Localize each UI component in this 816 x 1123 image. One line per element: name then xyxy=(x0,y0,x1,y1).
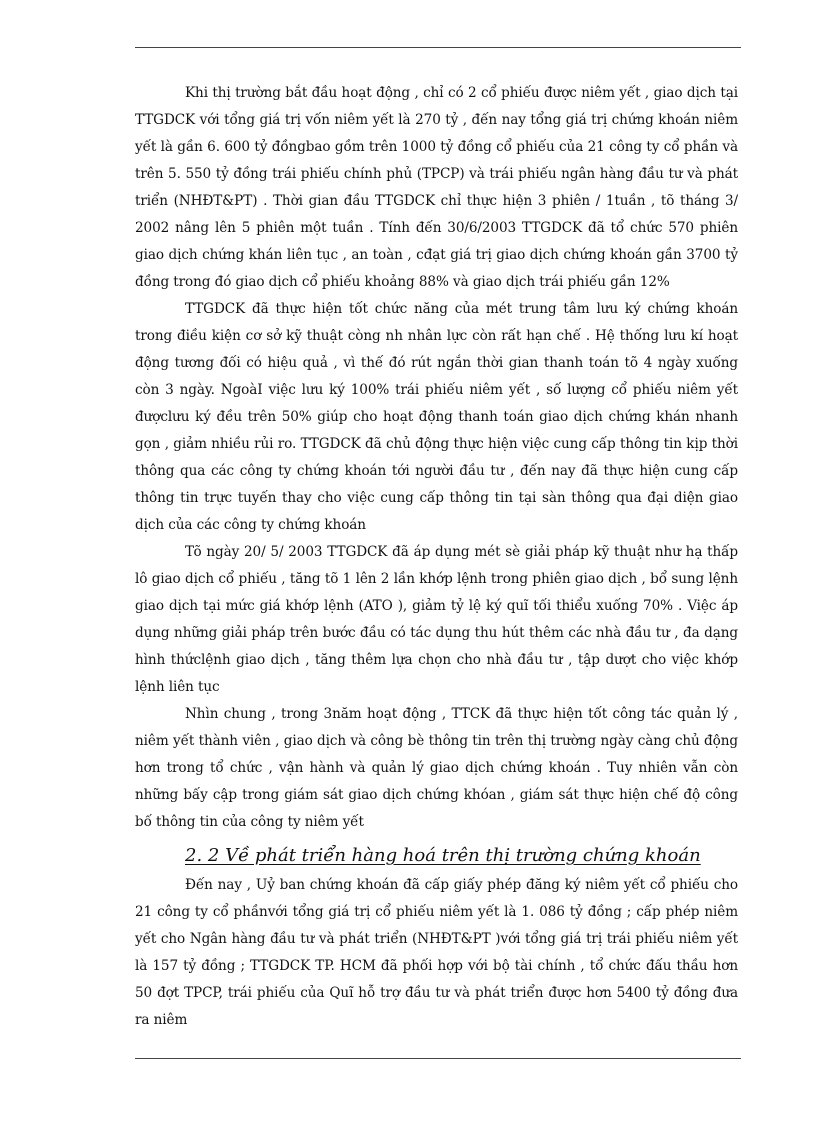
header-rule xyxy=(135,47,741,48)
paragraph-depository: TTGDCK đã thực hiện tốt chức năng của mét trung tâm lưu ký chứng khoán trong điều kiện cơ sở kỹ thuật còng nh nhân lực còn rất hạn chế . Hệ thống lưu kí hoạt động tương đối có hiệu quả , vì thế đó rút ngắn thời gian thanh toán tõ 4 ngày xuống còn 3 ngày. NgoàI việc lưu ký 100% trái phiếu niêm yết , số lượng cổ phiếu niêm yết đượclưu ký đều trên 50% giúp cho hoạt động thanh toán giao dịch chứng khán nhanh gọn , giảm nhiều rủi ro. TTGDCK đã chủ động thực hiện việc cung cấp thông tin kịp thời thông qua các công ty chứng khoán tới người đầu tư , đến nay đã thực hiện cung cấp thông tin trực tuyến thay cho việc cung cấp thông tin tại sàn thông qua đại diện giao dịch của các công ty chứng khoán xyxy=(135,301,738,533)
paragraph-listing: Đến nay , Uỷ ban chứng khoán đã cấp giấy phép đăng ký niêm yết cổ phiếu cho 21 công ty cổ phầnvới tổng giá trị cổ phiếu niêm yết là 1. 086 tỷ đồng ; cấp phép niêm yết cho Ngân hàng đầu tư và phát triển (NHĐT&PT )với tổng giá trị trái phiếu niêm yết là 157 tỷ đồng ; TTGDCK TP. HCM đã phối hợp với bộ tài chính , tổ chức đấu thầu hơn 50 đợt TPCP, trái phiếu của Quĩ hỗ trợ đầu tư và phát triển được hơn 5400 tỷ đồng đưa ra niêm xyxy=(135,877,738,1028)
footer-rule xyxy=(135,1058,741,1059)
paragraph-market-overview: Khi thị trường bắt đầu hoạt động , chỉ có 2 cổ phiếu được niêm yết , giao dịch tại TTGDCK với tổng giá trị vốn niêm yết là 270 tỷ , đến nay tổng giá trị chứng khoán niêm yết là gần 6. 600 tỷ đồngbao gồm trên 1000 tỷ đồng cổ phiếu của 21 công ty cổ phần và trên 5. 550 tỷ đồng trái phiếu chính phủ (TPCP) và trái phiếu ngân hàng đầu tư và phát triển (NHĐT&PT) . Thời gian đầu TTGDCK chỉ thực hiện 3 phiên / 1tuần , tõ tháng 3/ 2002 nâng lên 5 phiên một tuần . Tính đến 30/6/2003 TTGDCK đã tổ chức 570 phiên giao dịch chứng khán liên tục , an toàn , cđạt giá trị giao dịch chứng khoán gần 3700 tỷ đồng trong đó giao dịch cổ phiếu khoảng 88% và giao dịch trái phiếu gần 12% xyxy=(135,85,738,290)
paragraph-technical-measures: Tõ ngày 20/ 5/ 2003 TTGDCK đã áp dụng mét sè giải pháp kỹ thuật như hạ thấp lô giao dịch cổ phiếu , tăng tõ 1 lên 2 lần khớp lệnh trong phiên giao dịch , bổ sung lệnh giao dịch tại mức giá khớp lệnh (ATO ), giảm tỷ lệ ký quĩ tối thiểu xuống 70% . Việc áp dụng những giải pháp trên bước đầu có tác dụng thu hút thêm các nhà đầu tư , đa dạng hình thứclệnh giao dịch , tăng thêm lựa chọn cho nhà đầu tư , tập dượt cho việc khớp lệnh liên tục xyxy=(135,544,738,695)
paragraph-summary: Nhìn chung , trong 3năm hoạt động , TTCK đã thực hiện tốt công tác quản lý , niêm yết thành viên , giao dịch và công bè thông tin trên thị trường ngày càng chủ động hơn trong tổ chức , vận hành và quản lý giao dịch chứng khoán . Tuy nhiên vẫn còn những bấy cập trong giám sát giao dịch chứng khóan , giám sát thực hiện chế độ công bố thông tin của công ty niêm yết xyxy=(135,706,738,830)
section-heading: 2. 2 Về phát triển hàng hoá trên thị trường chứng khoán xyxy=(185,845,701,866)
document-body xyxy=(135,80,738,1034)
